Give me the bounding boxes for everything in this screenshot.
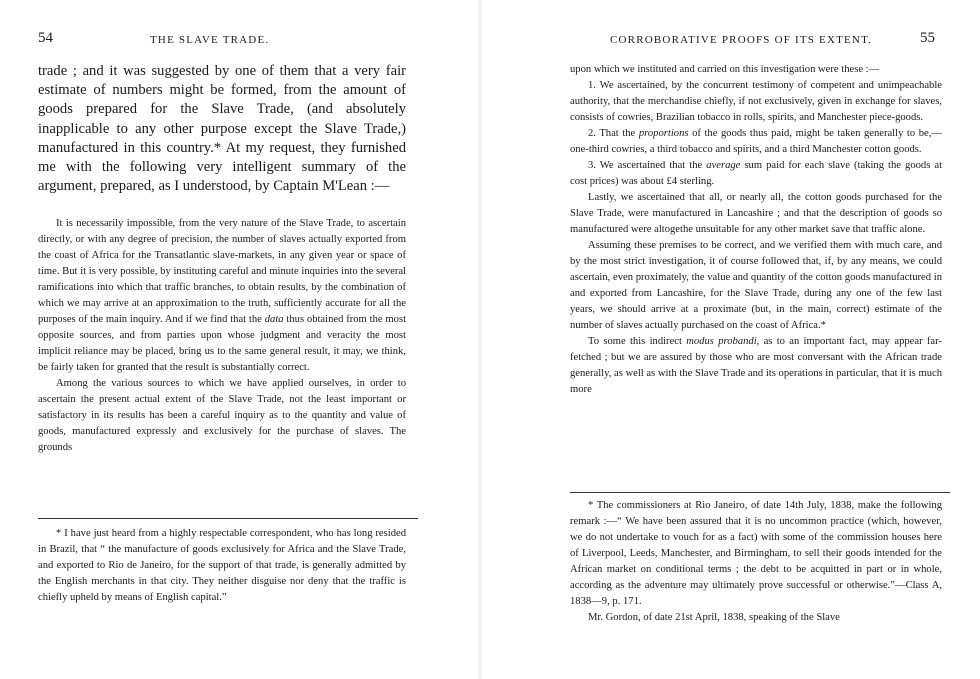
left-footnote-text: * I have just heard from a highly respectable correspondent, who has long resided in Brazil, that “ the manufacture of goods exclusively for Africa and the Slave Trade, and exported to Rio de Janeiro, for the support of that trade, is generally admitted by the English merchants in that city. They neither disguise nor deny that the traffic is chiefly upheld by means of English capital.” [38, 528, 406, 603]
right-body [570, 62, 942, 398]
left-lead-paragraph: trade ; and it was suggested by one of them that a very fair estimate of numbers might be formed, from the amount of goods prepared for the Slave Trade, (and absolutely inapplicable to any other purpose except the Slave Trade,) manufactured in this country.* At my request, they furnished me with the following very intelligent summary of the argument, prepared, as I understood, by Captain M'Lean :— [38, 63, 406, 195]
right-header [480, 32, 980, 52]
point-2-text-a: 2. That the [588, 128, 636, 139]
left-header [0, 32, 480, 52]
left-footnote [38, 526, 406, 606]
left-quote-paragraph-1 [38, 216, 406, 376]
modus-text-b: as to an important fact, may appear far-fetched ; but we are assured by those who are most conversant with the African trade generally, as well as with the Slave Trade and its operations in particular, that it is much more [570, 336, 942, 395]
right-page [480, 0, 980, 679]
left-page-number: 54 [38, 30, 53, 46]
right-modus-paragraph [570, 334, 942, 398]
right-point-3 [570, 158, 942, 190]
left-running-title: THE SLAVE TRADE. [150, 34, 270, 46]
quote-p1-text-a: It is necessarily impossible, from the very nature of the Slave Trade, to ascertain directly, or with any degree of precision, the number of slaves actually exported from the coast of Africa for the Transatlantic slave-markets, in any given year or space of time. But it is very possible, by instituting careful and minute inquiries into the several ramifications into which that traffic branches, to obtain results, by the combination of which we may arrive at an approximation to the truth, sufficiently accurate for all the purposes of the main inquiry. And if we find that the [38, 218, 406, 325]
left-body [38, 62, 406, 196]
left-quote-paragraph-2: Among the various sources to which we have applied ourselves, in order to ascertain the present actual extent of the Slave Trade, not the least important or satisfactory in its results has been a careful inquiry as to the quantity and value of goods, manufactured expressly and exclusively for the purchase of slaves. The grounds [38, 378, 406, 453]
modus-italic: modus probandi, [686, 336, 760, 347]
left-footnote-rule [38, 518, 418, 519]
right-footnotes [570, 498, 942, 626]
right-page-number: 55 [920, 30, 935, 46]
right-footnote-1: * The commissioners at Rio Janeiro, of date 14th July, 1838, make the following remark :—“ We have been assured that it is no uncommon practice (which, however, we do not undertake to vouch for as a fact) with some of the commission houses here of Liverpool, Leeds, Manchester, and Birmingham, to sell their goods intended for the African market on conditional terms ; the debt to be acquitted in part or in whole, according as the adventure may ultimately prove successful or otherwise.”—Class A, 1838—9, p. 171. [570, 500, 942, 607]
point-3-italic: average [706, 160, 741, 171]
quote-p1-italic: data [264, 314, 284, 325]
right-footnote-2: Mr. Gordon, of date 21st April, 1838, speaking of the Slave [588, 612, 840, 623]
right-point-lastly: Lastly, we ascertained that all, or nearly all, the cotton goods purchased for the Slave Trade, were manufactured in Lancashire ; and that the description of goods so manufactured were altogethe unsuitable for any other market save that traffic alone. [570, 192, 942, 235]
right-point-2 [570, 126, 942, 158]
right-assuming-paragraph: Assuming these premises to be correct, and we verified them with much care, and by the most strict investigation, it of course followed that, if, by any means, we could ascertain, even proximately, the value and quantity of the cotton goods manufactured in and exported from Lancashire, for the Slave Trade, during any one of the few last years, we should arrive at a proximate (but, in the main, correct) estimate of the number of slaves actually purchased on the coast of Africa.* [570, 240, 942, 331]
left-quote [38, 216, 406, 456]
point-2-text-b: of the goods thus paid, might be taken generally to be,—one-third cowries, a third tobacco and spirits, and a third Manchester cotton goods. [570, 128, 942, 155]
modus-text-a: To some this indirect [588, 336, 682, 347]
right-point-1: 1. We ascertained, by the concurrent testimony of competent and unimpeachable authority, that the merchandise chiefly, if not exclusively, given in exchange for slaves, consists of cowries, Brazilian tobacco in rolls, spirits, and Manchester piece-goods. [570, 80, 942, 123]
left-page [0, 0, 480, 679]
point-2-italic: proportions [638, 128, 689, 139]
right-footnote-rule [570, 492, 950, 493]
quote-p1-text-b: thus obtained from the most opposite sources, and from parties upon whose judgment and veracity the most implicit reliance may be placed, bring us to the same general result, it may, we think, be fairly taken for granted that the result is substantially correct. [38, 314, 407, 373]
right-intro: upon which we instituted and carried on this investigation were these :— [570, 64, 880, 75]
right-running-title: CORROBORATIVE PROOFS OF ITS EXTENT. [610, 34, 873, 46]
point-3-text-b: sum paid for each slave (taking the goods at cost prices) was about £4 sterling. [570, 160, 943, 187]
point-3-text-a: 3. We ascertained that the [588, 160, 703, 171]
